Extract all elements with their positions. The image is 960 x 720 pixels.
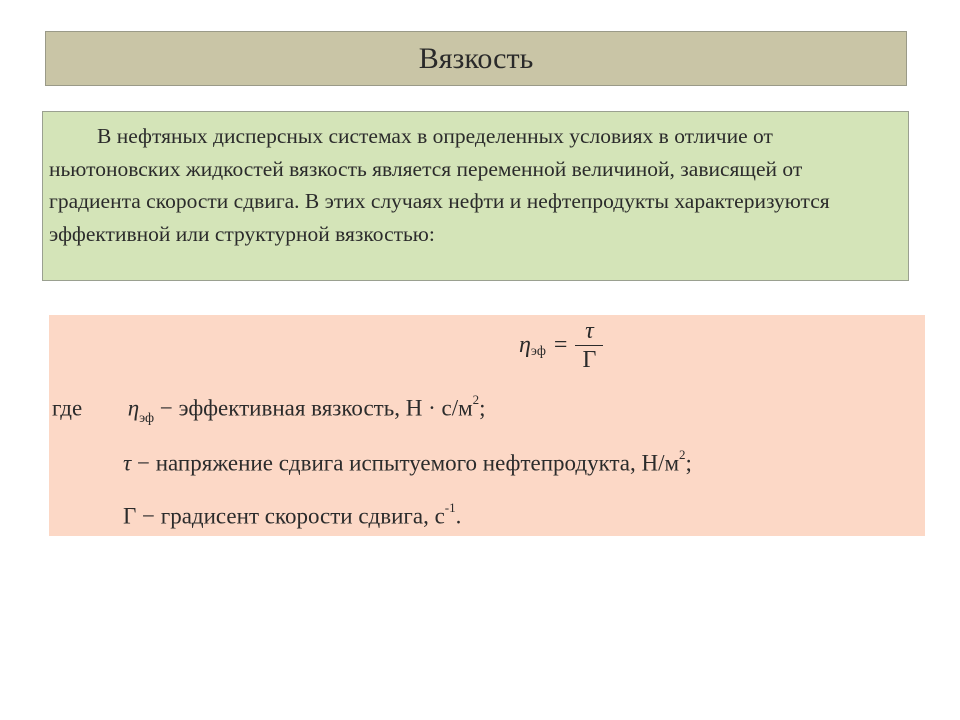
formula-box: [49, 315, 925, 536]
intro-paragraph: В нефтяных дисперсных системах в определенных условиях в отличие от ньютоновских жидкостей вязкость является переменной величиной, зависящей от градиента скорости сдвига. В этих случаях нефти и нефтепродукты характеризуются эффективной или структурной вязкостью:: [49, 124, 830, 246]
def-tau-text: напряжение сдвига испытуемого нефтепродукта, Н/м: [155, 450, 680, 476]
definition-gamma: [123, 500, 462, 530]
formula-lhs-subscript: эф: [530, 343, 546, 359]
definition-tau: [123, 447, 692, 477]
def-eta-sup: 2: [472, 392, 480, 407]
def-gamma-sup: -1: [444, 500, 456, 515]
def-gamma-dash: −: [142, 503, 156, 529]
def-eta-text: эффективная вязкость, Н · с/м: [178, 395, 473, 421]
where-label: где: [52, 395, 83, 421]
def-gamma-symbol: Γ: [123, 503, 137, 529]
def-tau-symbol: τ: [123, 450, 132, 476]
def-eta-subscript: эф: [139, 410, 155, 426]
formula-denominator: Γ: [582, 347, 597, 373]
title-bar: [45, 31, 907, 86]
def-tau-sup: 2: [679, 447, 686, 462]
def-eta-dash: −: [159, 395, 173, 421]
viscosity-formula: [519, 317, 603, 374]
def-eta-symbol: η: [127, 395, 140, 421]
def-gamma-text: градисент скорости сдвига, с: [160, 503, 445, 529]
slide-title: Вязкость: [418, 41, 534, 75]
def-eta-tail: ;: [479, 395, 486, 421]
def-tau-dash: −: [136, 450, 150, 476]
intro-box: [42, 111, 909, 281]
formula-fraction: [575, 317, 603, 374]
def-tau-tail: ;: [685, 450, 692, 476]
formula-lhs-symbol: η: [519, 332, 531, 358]
def-gamma-tail: .: [455, 503, 462, 529]
definition-eta: [52, 392, 486, 426]
formula-numerator: τ: [585, 318, 594, 344]
formula-equals: =: [553, 332, 568, 358]
